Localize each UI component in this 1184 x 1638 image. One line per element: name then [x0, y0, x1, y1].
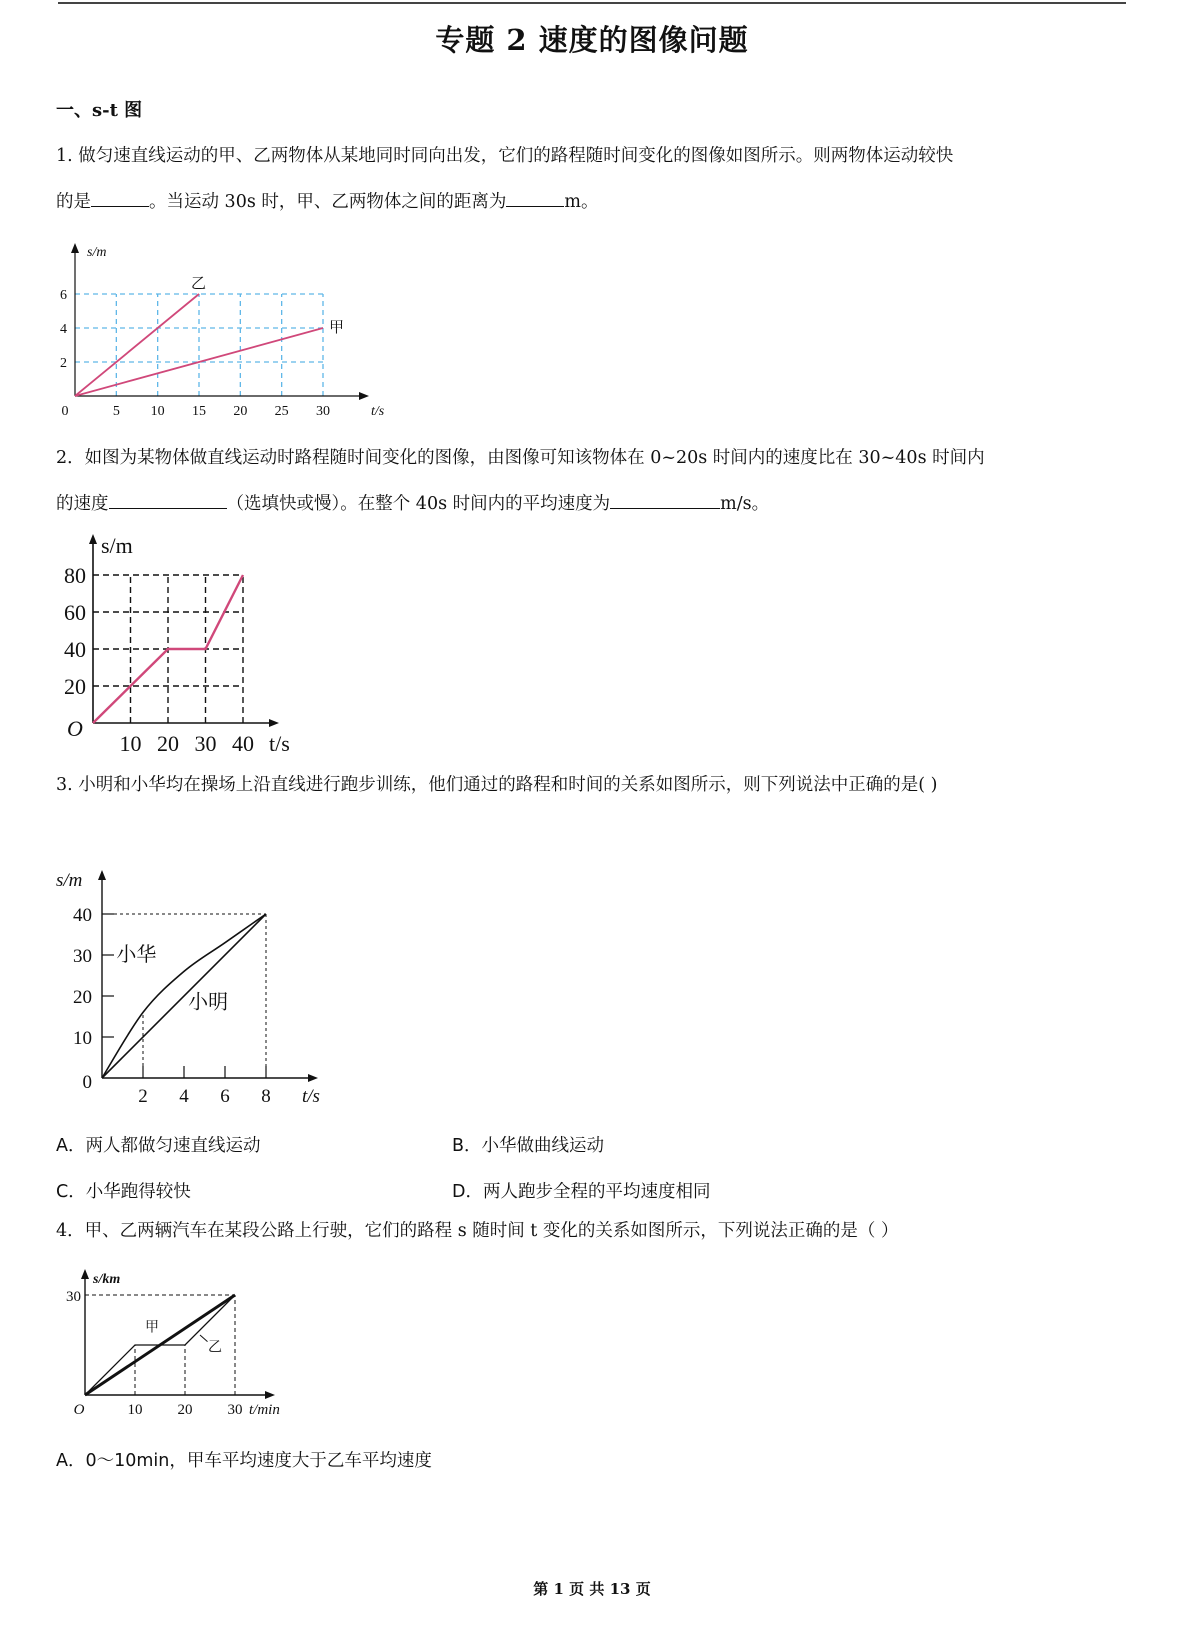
q2-line2	[56, 481, 1131, 527]
x-axis-arrow	[265, 1391, 275, 1399]
y-tick-label: 30	[66, 1289, 81, 1305]
x-tick-label: 10	[119, 731, 142, 756]
x-tick-label: 4	[179, 1086, 189, 1107]
q1-line2a: 的是	[56, 192, 91, 212]
q3-line1: 3. 小明和小华均在操场上沿直线进行跑步训练，他们通过的路程和时间的关系如图所示，则下列说法中正确的是( )	[56, 775, 938, 795]
x-tick-label: 8	[261, 1086, 271, 1107]
y-axis-arrow	[71, 243, 79, 253]
y-tick-label: 10	[73, 1028, 92, 1049]
origin-label: O	[73, 1402, 85, 1418]
q2-line2b: （选填快或慢）。在整个 40s 时间内的平均速度为	[226, 494, 611, 514]
q3-option-c[interactable]: C．小华跑得较快	[56, 1182, 191, 1202]
q1-blank-1[interactable]	[91, 190, 149, 207]
y-axis-arrow	[81, 1269, 89, 1279]
y-axis-label: s/km	[93, 1272, 121, 1287]
y-axis-label: s/m	[87, 245, 107, 260]
y-tick-label: 60	[64, 600, 86, 625]
series-line-2	[102, 914, 266, 1078]
q3-option-b[interactable]: B．小华做曲线运动	[452, 1136, 605, 1156]
origin-label: 0	[61, 404, 69, 419]
q2-blank-1[interactable]	[109, 492, 227, 509]
x-tick-label: 6	[220, 1086, 230, 1107]
q4-option-a[interactable]: A．0～10min，甲车平均速度大于乙车平均速度	[56, 1451, 432, 1471]
q2-line2c: m/s。	[720, 494, 770, 514]
y-axis-arrow	[89, 534, 97, 544]
y-tick-label: 40	[64, 637, 86, 662]
y-tick-label: 80	[64, 563, 86, 588]
series-label-2-leader	[200, 1335, 208, 1342]
series-label-1: 小华	[116, 944, 157, 966]
q3-option-a[interactable]: A．两人都做匀速直线运动	[56, 1136, 261, 1156]
series-label-1: 甲	[145, 1320, 159, 1336]
series-label-1: 乙	[191, 276, 207, 292]
question-3	[56, 762, 1131, 808]
x-tick-label: 5	[112, 404, 120, 419]
x-axis-arrow	[269, 719, 279, 727]
question-4	[56, 1208, 1131, 1254]
x-tick-label: 20	[157, 731, 179, 756]
q2-line1: 2．如图为某物体做直线运动时路程随时间变化的图像，由图像可知该物体在 0~20s 时间内的速度比在 30~40s 时间内	[56, 448, 985, 468]
chart-q2-st-graph	[55, 528, 315, 758]
x-tick-label: 2	[138, 1086, 148, 1107]
chart-q3-st-graph	[50, 862, 340, 1112]
q2-line2a: 的速度	[56, 494, 109, 514]
y-tick-label: 40	[73, 905, 92, 926]
q1-line1: 1. 做匀速直线运动的甲、乙两物体从某地同时同向出发，它们的路程随时间变化的图像如图所示。则两物体运动较快	[56, 146, 954, 166]
q4-line1: 4．甲、乙两辆汽车在某段公路上行驶，它们的路程 s 随时间 t 变化的关系如图所示，下列说法正确的是（ ）	[56, 1221, 899, 1241]
series-label-2: 乙	[208, 1340, 222, 1356]
y-tick-label: 2	[60, 356, 67, 371]
x-tick-label: 30	[227, 1402, 243, 1418]
q1-line2	[56, 179, 1131, 225]
x-tick-label: 15	[192, 404, 206, 419]
page-footer: 第 1 页 共 13 页	[533, 1580, 651, 1598]
chart-q4-st-graph	[55, 1265, 305, 1425]
y-tick-label: 4	[60, 322, 67, 337]
series-line-1	[75, 294, 199, 396]
x-axis-label: t/s	[302, 1086, 320, 1107]
origin-label: 0	[82, 1072, 92, 1093]
header-rule	[58, 2, 1126, 4]
section-heading: 一、s-t 图	[56, 100, 143, 121]
y-tick-label: 20	[73, 987, 92, 1008]
x-tick-label: 10	[127, 1402, 143, 1418]
x-axis-label: t/s	[371, 404, 385, 419]
q1-blank-2[interactable]	[506, 190, 564, 207]
series-label-2: 甲	[329, 320, 345, 336]
x-axis-label: t/s	[269, 731, 290, 756]
question-2	[56, 435, 1131, 527]
q1-line2c: m。	[564, 192, 599, 212]
page-title: 专题 2 速度的图像问题	[435, 23, 749, 57]
y-axis-label: s/m	[101, 533, 133, 558]
x-axis-label: t/min	[249, 1402, 280, 1418]
x-axis-arrow	[359, 392, 369, 400]
y-axis-label: s/m	[56, 870, 83, 891]
y-tick-label: 30	[73, 946, 92, 967]
x-tick-label: 20	[177, 1402, 193, 1418]
x-tick-label: 20	[233, 404, 248, 419]
q3-option-d[interactable]: D．两人跑步全程的平均速度相同	[452, 1182, 711, 1202]
y-axis-arrow	[98, 870, 106, 880]
q1-line2b: 。当运动 30s 时，甲、乙两物体之间的距离为	[149, 192, 507, 212]
x-tick-label: 30	[194, 731, 217, 756]
y-tick-label: 20	[64, 674, 86, 699]
question-1	[56, 133, 1131, 225]
chart-q1-st-graph	[55, 238, 405, 428]
q2-blank-2[interactable]	[610, 492, 720, 509]
x-tick-label: 30	[316, 404, 330, 419]
x-axis-arrow	[308, 1074, 318, 1082]
y-tick-label: 6	[60, 288, 67, 303]
x-tick-label: 25	[274, 404, 289, 419]
series-label-2: 小明	[188, 991, 229, 1014]
origin-label: O	[67, 716, 83, 741]
x-tick-label: 10	[150, 404, 165, 419]
x-tick-label: 40	[232, 731, 254, 756]
